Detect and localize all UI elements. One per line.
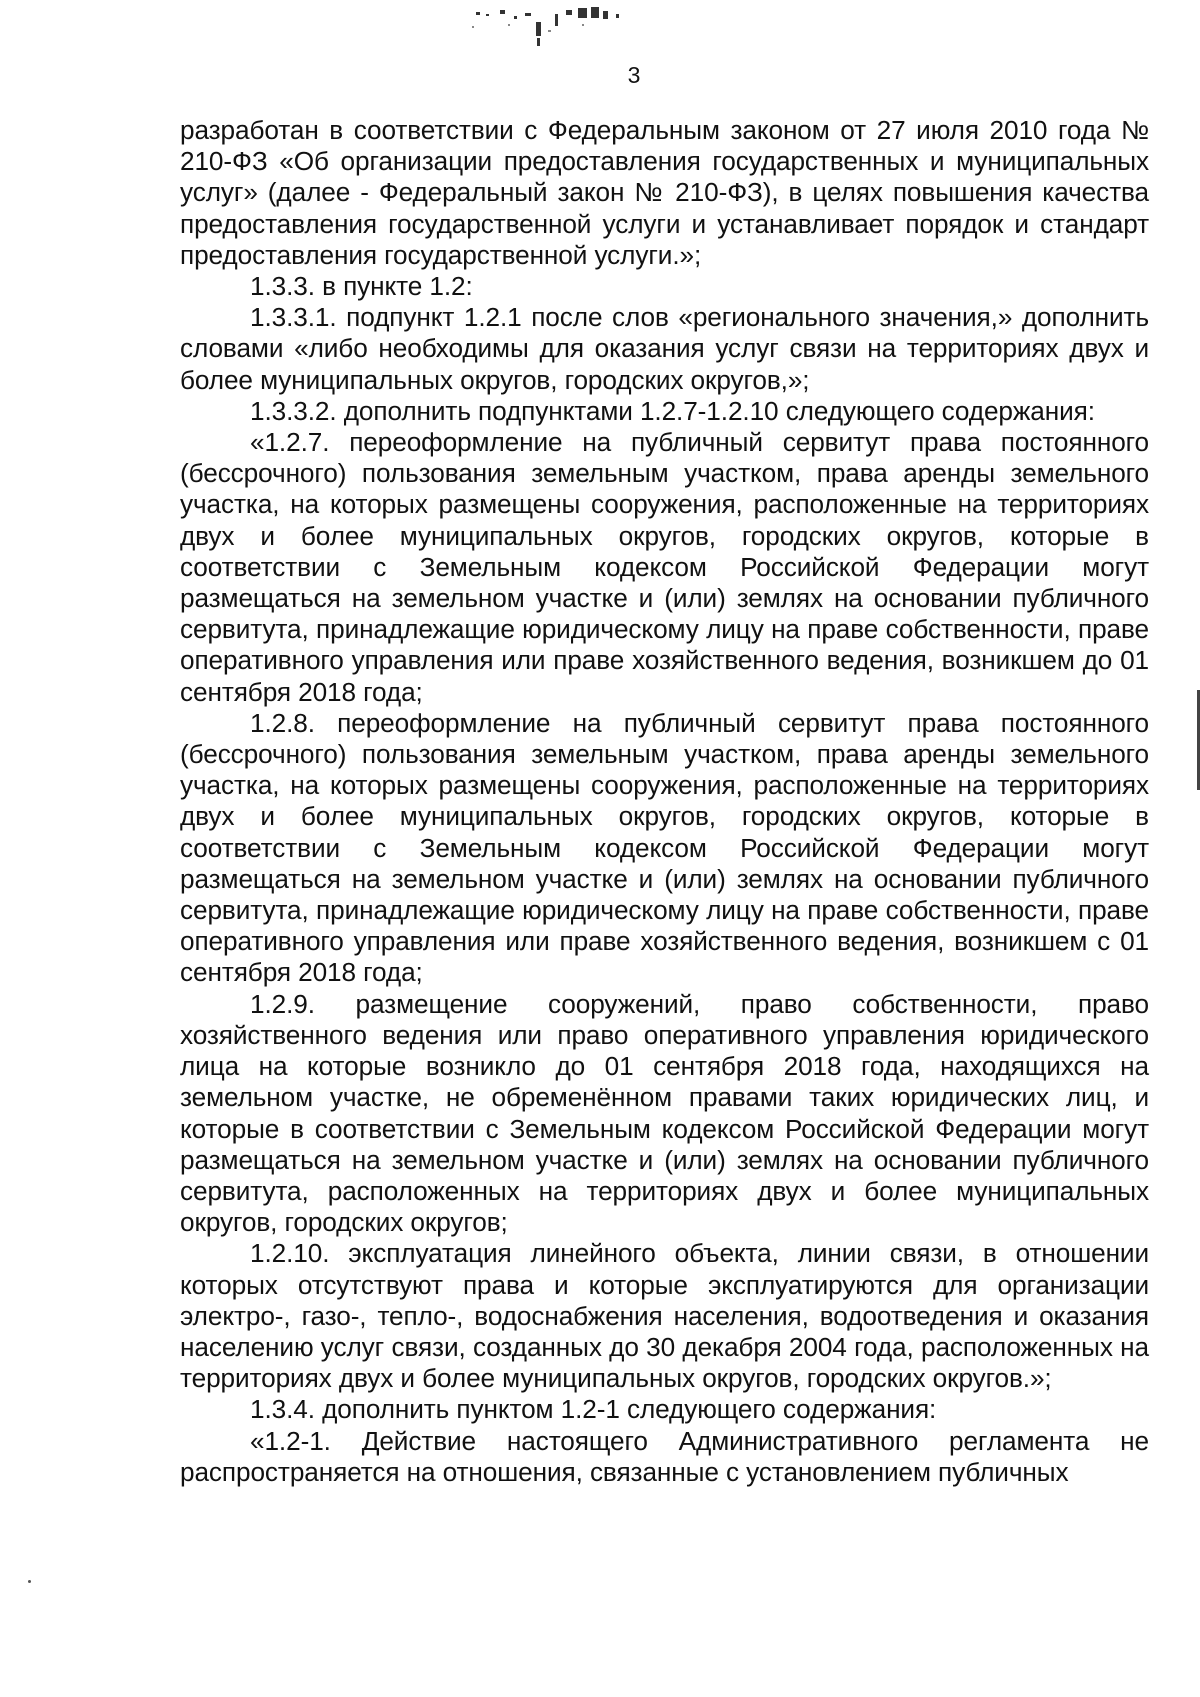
paragraph: «1.2-1. Действие настоящего Административного регламента не распространяется на отношения, связанные с установлением публичных — [180, 1425, 1149, 1487]
paragraph: 1.2.10. эксплуатация линейного объекта, линии связи, в отношении которых отсутствуют права и которые эксплуатируются для организации электро-, газо-, тепло-, водоснабжения населения, водоотведения и оказания населению услуг связи, созданных до 30 декабря 2004 года, расположенных на территориях двух и более муниципальных округов, городских округов.»; — [180, 1238, 1149, 1394]
paragraph: 1.3.4. дополнить пунктом 1.2-1 следующего содержания: — [250, 1394, 937, 1425]
paragraph: 1.2.9. размещение сооружений, право собственности, право хозяйственного ведения или право оперативного управления юридического лица на которые возникло до 01 сентября 2018 года, находящихся на земельном участке, не обременённом правами таких юридических лиц, и которые в соответствии с Земельным кодексом Российской Федерации могут размещаться на земельном участке и (или) землях на основании публичного сервитута, расположенных на территориях двух и более муниципальных округов, городских округов; — [180, 988, 1149, 1238]
paragraph: 1.3.3. в пункте 1.2: — [250, 271, 473, 302]
paragraph: 1.2.8. переоформление на публичный сервитут права постоянного (бессрочного) пользования земельным участком, права аренды земельного участка, на которых размещены сооружения, расположенные на территориях двух и более муниципальных округов, городских округов, которые в соответствии с Земельным кодексом Российской Федерации могут размещаться на земельном участке и (или) землях на основании публичного сервитута, принадлежащие юридическому лицу на праве собственности, праве оперативного управления или праве хозяйственного ведения, возникшем с 01 сентября 2018 года; — [180, 707, 1149, 988]
page-number: 3 — [627, 62, 641, 88]
paragraph: 1.3.3.1. подпункт 1.2.1 после слов «регионального значения,» дополнить словами «либо необходимы для оказания услуг связи на территориях двух и более муниципальных округов, городских округов,»; — [180, 302, 1149, 395]
scan-speck — [28, 1580, 31, 1583]
document-body — [180, 115, 1149, 1488]
scan-stamp-artifact — [470, 4, 750, 52]
paragraph: 1.3.3.2. дополнить подпунктами 1.2.7-1.2.10 следующего содержания: — [250, 395, 1095, 426]
paragraph: разработан в соответствии с Федеральным законом от 27 июля 2010 года № 210-ФЗ «Об организации предоставления государственных и муниципальных услуг» (далее - Федеральный закон № 210-ФЗ), в целях повышения качества предоставления государственной услуги и устанавливает порядок и стандарт предоставления государственной услуги.»; — [180, 115, 1149, 270]
paragraph: «1.2.7. переоформление на публичный сервитут права постоянного (бессрочного) пользования земельным участком, права аренды земельного участка, на которых размещены сооружения, расположенные на территориях двух и более муниципальных округов, городских округов, которые в соответствии с Земельным кодексом Российской Федерации могут размещаться на земельном участке и (или) землях на основании публичного сервитута, принадлежащие юридическому лицу на праве собственности, праве оперативного управления или праве хозяйственного ведения, возникшем до 01 сентября 2018 года; — [180, 427, 1149, 707]
